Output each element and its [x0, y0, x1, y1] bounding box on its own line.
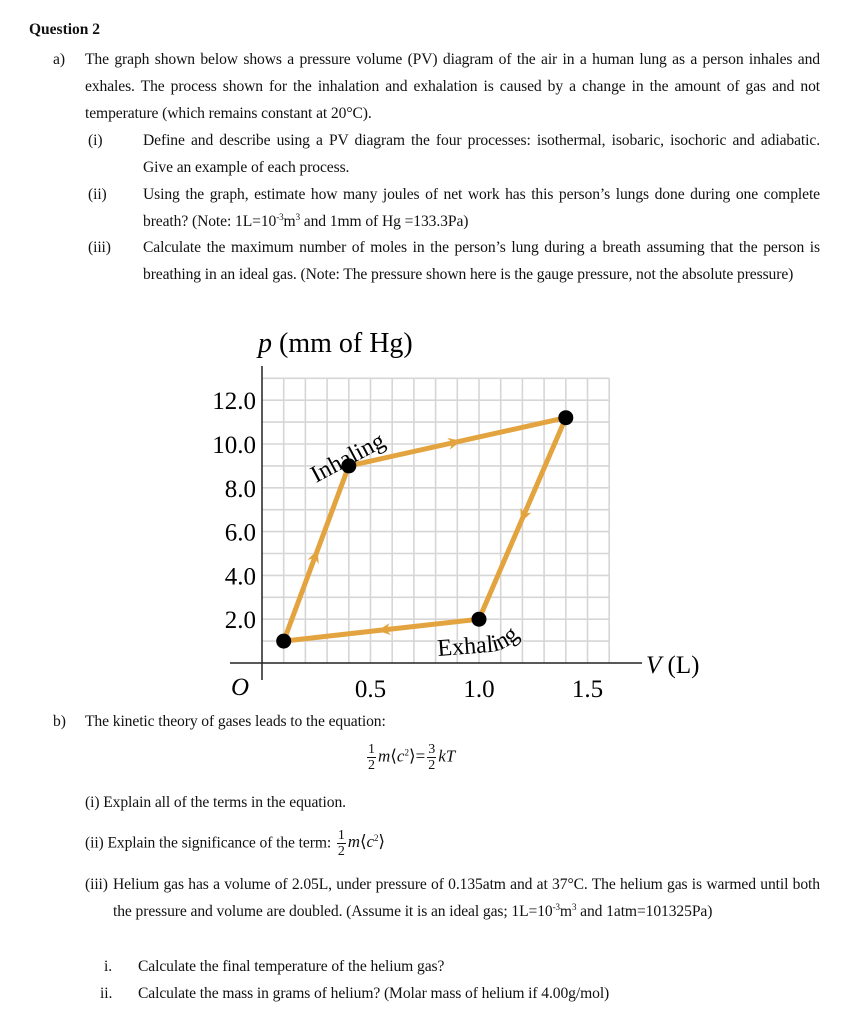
part-b-q3-text: Helium gas has a volume of 2.05L, under pressure of 0.135atm and at 37°C. The helium gas is warmed until both the pressure and volume are doubled. (Assume it is an ideal gas; $1L=10^{-3}m^3$ and 1atm=101325Pa)	[113, 876, 820, 920]
sub-ii-label: ii.	[100, 985, 113, 1002]
part-b-q2: (ii) Explain the significance of the term: $\frac{1}{2}$ $m⟨c^2⟩$	[85, 828, 385, 859]
x-tick-label: 1.0	[463, 676, 495, 703]
item-ii-label: (ii)	[88, 186, 107, 203]
kinetic-equation: $\frac{1}{2}$ $m⟨c^2⟩=$ $\frac{3}{2}$ kT	[368, 742, 456, 773]
item-i-label: (i)	[88, 132, 103, 149]
y-tick-label: 2.0	[224, 607, 256, 635]
x-axis-label: V (L)	[646, 652, 700, 679]
origin-label: O	[231, 674, 250, 701]
state-point	[472, 612, 487, 627]
part-a-text: The graph shown below shows a pressure volume (PV) diagram of the air in a human lung as a person inhales and exhales. The process shown for the inhalation and exhalation is caused by a change in the amount of gas and not temperature (which remains constant at 20°C).	[85, 51, 820, 122]
sub-i-label: i.	[104, 958, 113, 975]
item-i-text: Define and describe using a PV diagram the four processes: isothermal, isobaric, isochoric and adiabatic. Give an example of each process.	[143, 132, 820, 176]
part-b-q3-label: (iii)	[85, 876, 108, 893]
y-tick-label: 8.0	[224, 475, 256, 503]
y-tick-label: 6.0	[224, 519, 256, 547]
sub-i-text: Calculate the final temperature of the helium gas?	[138, 958, 445, 975]
part-a-label: a)	[53, 51, 65, 68]
state-point	[558, 410, 573, 425]
x-tick-label: 1.5	[571, 676, 604, 703]
part-b-intro: The kinetic theory of gases leads to the equation:	[85, 713, 386, 730]
part-b-label: b)	[53, 713, 66, 730]
y-tick-label: 4.0	[224, 563, 256, 591]
question-title: Question 2	[29, 21, 101, 38]
y-axis-label: p (mm of Hg)	[258, 328, 413, 359]
y-tick-label: 12.0	[212, 388, 256, 416]
exhaling-annotation: Exhaling	[436, 621, 524, 662]
part-b-q1: (i) Explain all of the terms in the equation.	[85, 794, 346, 811]
sub-ii-text: Calculate the mass in grams of helium? (Molar mass of helium if 4.00g/mol)	[138, 985, 610, 1002]
x-tick-label: 0.5	[354, 676, 387, 703]
inhaling-annotation: Inhaling	[306, 427, 390, 489]
item-ii-text: Using the graph, estimate how many joules of net work has this person’s lungs done during one complete breath? (Note: $1L=10^{-3}m^3$ and 1mm of Hg =133.3Pa)	[143, 186, 820, 230]
y-tick-label: 10.0	[212, 432, 256, 459]
state-point	[276, 634, 291, 649]
item-iii-label: (iii)	[88, 239, 111, 256]
item-iii-text: Calculate the maximum number of moles in the person’s lung during a breath assuming that the person is breathing in an ideal gas. (Note: The pressure shown here is the gauge pressure, not the absolute pressure)	[143, 239, 820, 283]
